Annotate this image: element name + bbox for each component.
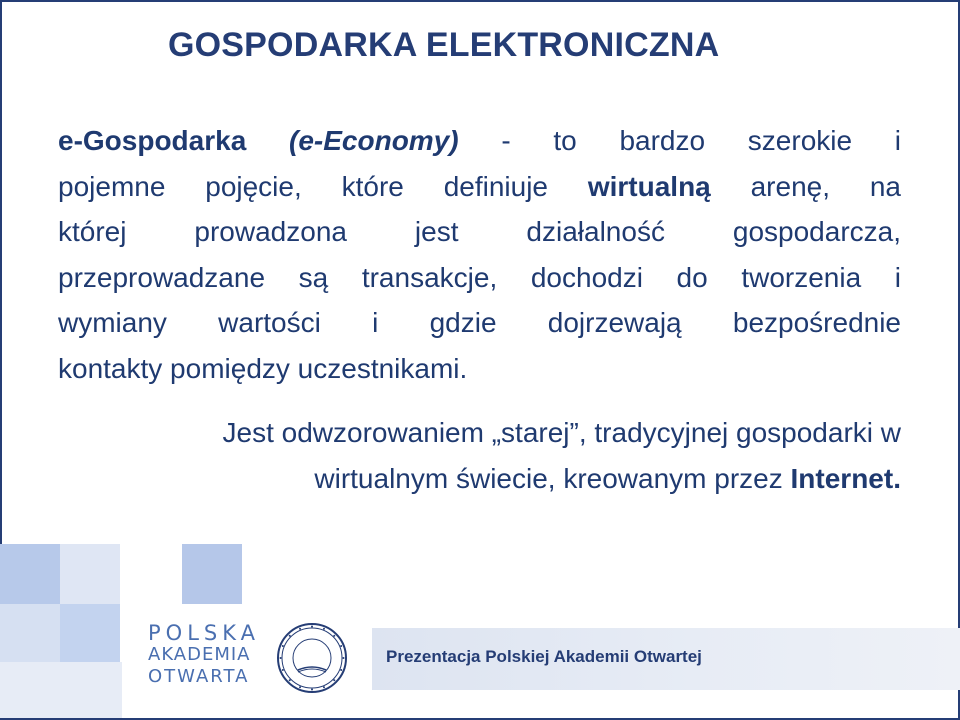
bold-internet: Internet. (790, 462, 901, 494)
definition-text: pojemne pojęcie, które definiuje (58, 170, 548, 202)
paragraph-definition (58, 118, 901, 391)
pao-logo (148, 622, 266, 688)
decor-square (60, 604, 120, 662)
definition-line-5: wymiany wartości i gdzie dojrzewają bezpośrednie (58, 307, 901, 338)
definition-text: - to bardzo szerokie i (501, 125, 902, 156)
definition-line-1 (58, 118, 901, 164)
definition-line-3: której prowadzona jest działalność gospodarcza, (58, 216, 901, 247)
decor-square (0, 604, 60, 662)
decor-square (0, 662, 122, 718)
decor-square (0, 544, 60, 604)
definition-line-4: przeprowadzane są transakcje, dochodzi do tworzenia i (58, 261, 901, 293)
reflection-line-2 (58, 456, 901, 502)
term-e-gospodarka: e-Gospodarka (58, 125, 247, 156)
definition-line-2 (58, 164, 901, 210)
definition-line-6: kontakty pomiędzy uczestnikami. (58, 352, 468, 384)
term-e-economy: (e-Economy) (289, 125, 459, 156)
reflection-text: wirtualnym świecie, kreowanym przez (314, 462, 783, 494)
logo-line-2: AKADEMIA (148, 644, 251, 665)
footer-caption: Prezentacja Polskiej Akademii Otwartej (386, 647, 702, 666)
bold-wirtualna: wirtualną (587, 170, 711, 202)
university-seal-icon (276, 622, 348, 694)
decor-square (60, 544, 120, 604)
slide-title: GOSPODARKA ELEKTRONICZNA (168, 26, 720, 64)
reflection-line-1: Jest odwzorowaniem „starej”, tradycyjnej gospodarki w (222, 417, 901, 448)
decor-square (182, 544, 242, 604)
logo-line-1: POLSKA (148, 621, 260, 645)
logo-line-3: OTWARTA (148, 666, 250, 687)
paragraph-reflection (58, 410, 901, 501)
definition-text: arenę, na (750, 170, 901, 202)
